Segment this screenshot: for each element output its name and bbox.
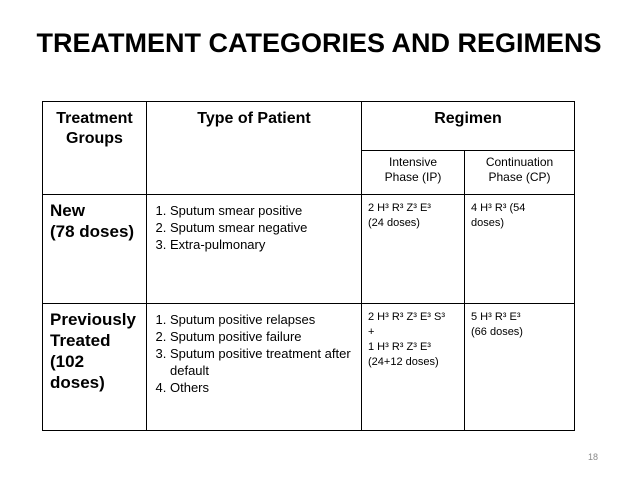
continuation-phase-cell: 5 H³ R³ E³ (66 doses)	[465, 304, 575, 431]
header-regimen: Regimen	[362, 102, 575, 151]
regimen-table	[42, 101, 575, 431]
continuation-phase-cell: 4 H³ R³ (54 doses)	[465, 195, 575, 304]
page-number: 18	[588, 452, 599, 462]
header-treatment-groups: Treatment Groups	[43, 102, 147, 195]
patient-types-cell	[147, 304, 362, 431]
list-item: 4. Others	[170, 379, 357, 396]
list-item: 2. Sputum positive failure	[170, 328, 357, 345]
list-item: 1. Sputum positive relapses	[170, 311, 357, 328]
header-type-of-patient: Type of Patient	[147, 102, 362, 195]
list-item: 2. Sputum smear negative	[170, 219, 357, 236]
header-continuation-phase: Continuation Phase (CP)	[465, 151, 575, 195]
intensive-phase-cell: 2 H³ R³ Z³ E³ S³ + 1 H³ R³ Z³ E³ (24+12 doses)	[362, 304, 465, 431]
group-cell: Previously Treated (102 doses)	[43, 304, 147, 431]
header-intensive-phase: Intensive Phase (IP)	[362, 151, 465, 195]
group-cell: New (78 doses)	[43, 195, 147, 304]
slide-title: TREATMENT CATEGORIES AND REGIMENS	[36, 28, 602, 58]
intensive-phase-cell: 2 H³ R³ Z³ E³ (24 doses)	[362, 195, 465, 304]
list-item: 1. Sputum smear positive	[170, 202, 357, 219]
list-item: 3. Sputum positive treatment after default	[170, 345, 357, 379]
patient-types-cell	[147, 195, 362, 304]
list-item: 3. Extra-pulmonary	[170, 236, 357, 253]
table-row-previously-treated	[43, 304, 575, 431]
table-row-new	[43, 195, 575, 304]
